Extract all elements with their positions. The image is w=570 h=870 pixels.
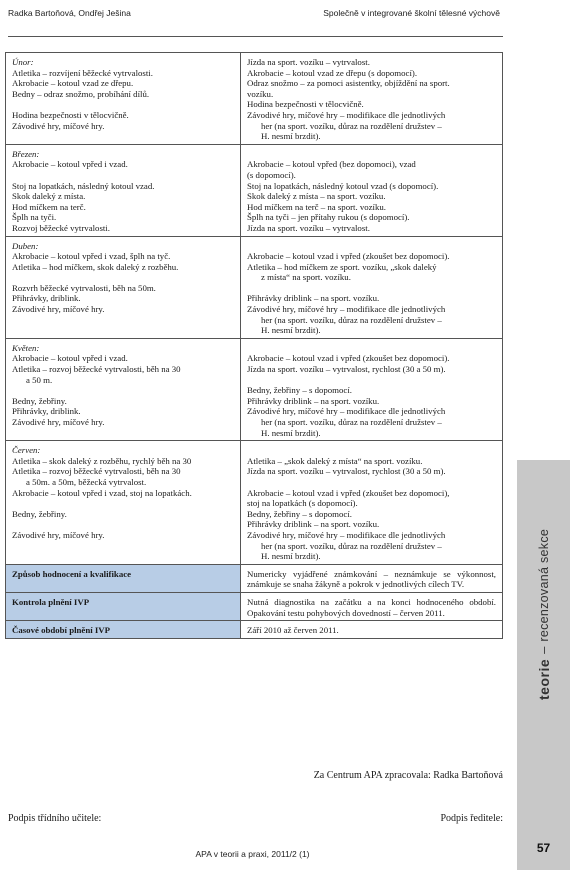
month-name: Únor: [12, 57, 34, 67]
header-rule [8, 36, 503, 37]
activity-line: Jízda na sport. vozíku – vytrvalost, rychlost (30 a 50 m). [247, 364, 446, 375]
summary-label: Časové období plnění IVP [6, 621, 241, 639]
sidebar-label [517, 460, 570, 870]
month-name: Duben: [12, 240, 39, 251]
activity-line: Odraz snožmo – za pomoci asistentky, objíždění na sport. [247, 78, 450, 89]
adapted-activities-cell [241, 144, 503, 236]
activity-line: her (na sport. vozíku, důraz na rozdělení družstev – [261, 540, 442, 551]
activity-line: (s dopomocí). [247, 169, 296, 180]
activity-line: Šplh na tyči. [12, 212, 57, 223]
activity-line: Skok daleký z místa – na sport. vozíku. [247, 191, 386, 202]
activity-line: Závodivé hry, míčové hry – modifikace dle jednotlivých [247, 304, 446, 315]
sidebar-rest: recenzovaná sekce [536, 528, 551, 642]
activity-line: Akrobacie – kotoul vpřed i vzad. [12, 353, 128, 364]
summary-row [6, 621, 503, 639]
summary-value: Září 2010 až červen 2011. [241, 621, 503, 639]
activity-line: z místa“ na sport. vozíku. [261, 272, 351, 283]
activity-line: Akrobacie – kotoul vzad i vpřed (zkoušet bez dopomoci). [247, 353, 450, 364]
activity-line: Bedny, žebřiny. [12, 508, 67, 519]
activity-line: Závodivé hry, míčové hry – modifikace dle jednotlivých [247, 406, 446, 417]
blank-line [12, 385, 234, 396]
activity-line: Atletika – „skok daleký z místa“ na sport. vozíku. [247, 455, 423, 466]
activity-line: Akrobacie – kotoul vzad i vpřed (zkoušet bez dopomoci). [247, 251, 450, 262]
activity-line: Bedny, žebřiny – s dopomocí. [247, 508, 352, 519]
month-row [6, 236, 503, 338]
month-row [6, 144, 503, 236]
activity-line: Šplh na tyči – jen přítahy rukou (s dopomocí). [247, 212, 410, 223]
month-row [6, 338, 503, 440]
signature-director: Podpis ředitele: [440, 813, 503, 824]
class-activities-cell [6, 338, 241, 440]
plan-table-body [6, 53, 503, 639]
activity-line: Akrobacie – kotoul vpřed i vzad. [12, 159, 128, 170]
activity-line: H. nesmí brzdit). [261, 551, 321, 562]
activity-line: Bedny, žebřiny. [12, 395, 67, 406]
blank-line [12, 170, 234, 181]
activity-line: Akrobacie – kotoul vpřed (bez dopomoci), vzad [247, 159, 416, 170]
activity-line: Závodivé hry, míčové hry – modifikace dle jednotlivých [247, 109, 446, 120]
adapted-activities-cell [241, 441, 503, 565]
header-journal-title: Společně v integrované školní tělesné výchově [323, 8, 500, 18]
class-activities-cell [6, 53, 241, 145]
summary-label: Způsob hodnocení a kvalifikace [6, 564, 241, 592]
activity-line: H. nesmí brzdit). [261, 325, 321, 336]
month-name: Květen: [12, 342, 40, 353]
activity-line: Závodivé hry, míčové hry. [12, 120, 105, 131]
activity-line: Akrobacie – kotoul vpřed i vzad, stoj na lopatkách. [12, 487, 192, 498]
activity-line: Akrobacie – kotoul vzad i vpřed (zkoušet bez dopomoci), [247, 487, 450, 498]
activity-line: her (na sport. vozíku, důraz na rozdělení družstev – [261, 120, 442, 131]
activity-line: H. nesmí brzdit). [261, 427, 321, 438]
summary-value: Nutná diagnostika na začátku a na konci hodnoceného období. Opakování testu pohybových dovedností – červen 2011. [241, 592, 503, 620]
activity-line: Atletika – hod míčkem, skok daleký z rozběhu. [12, 261, 179, 272]
activity-line: Přihrávky driblink – na sport. vozíku. [247, 293, 380, 304]
month-row [6, 53, 503, 145]
activity-line: Závodivé hry, míčové hry. [12, 417, 105, 427]
blank-line [247, 477, 496, 488]
summary-value: Numericky vyjádřené známkování – neznámkuje se výkonnost, známkuje se snaha žákyně a pokrok v jednotlivých cílech TV. [241, 564, 503, 592]
month-row [6, 441, 503, 565]
activity-line: Závodivé hry, míčové hry – modifikace dle jednotlivých [247, 529, 446, 540]
month-name: Červen: [12, 445, 41, 456]
blank-line [247, 283, 496, 294]
activity-line: Jízda na sport. vozíku – vytrvalost. [247, 57, 370, 67]
blank-line [247, 375, 496, 386]
summary-label: Kontrola plnění IVP [6, 592, 241, 620]
activity-line: Atletika – rozvoj běžecké vytrvalosti, běh na 30 [12, 364, 181, 375]
activity-line: Rozvoj běžecké vytrvalosti. [12, 222, 110, 233]
activity-line: Přihrávky, driblink. [12, 293, 81, 304]
activity-line: Skok daleký z místa. [12, 191, 86, 202]
class-activities-cell [6, 236, 241, 338]
activity-line: Hod míčkem na terč. [12, 201, 86, 212]
activity-line: Akrobacie – kotoul vpřed i vzad, šplh na tyč. [12, 251, 171, 262]
section-sidebar [517, 460, 570, 870]
activity-line: H. nesmí brzdit). [261, 131, 321, 142]
page-footer: APA v teorii a praxi, 2011/2 (1) [195, 849, 310, 859]
adapted-activities-cell [241, 53, 503, 145]
blank-line [247, 241, 496, 252]
plan-table [5, 52, 503, 639]
activity-line: Hodina bezpečnosti v tělocvičně. [12, 109, 129, 120]
activity-line: Jízda na sport. vozíku – vytrvalost. [247, 222, 370, 233]
activity-line: vozíku. [247, 88, 274, 99]
activity-line: Jízda na sport. vozíku – vytrvalost, rychlost (30 a 50 m). [247, 466, 446, 477]
activity-line: Hodina bezpečnosti v tělocvičně. [247, 99, 364, 110]
activity-line: Atletika – hod míčkem ze sport. vozíku, „skok daleký [247, 261, 437, 272]
activity-line: her (na sport. vozíku, důraz na rozdělení družstev – [261, 314, 442, 325]
blank-line [247, 149, 496, 160]
credit-line: Za Centrum APA zpracovala: Radka Bartoňová [313, 770, 503, 781]
activity-line: stoj na lopatkách (s dopomocí). [247, 498, 358, 509]
activity-line: Závodivé hry, míčové hry. [12, 304, 105, 315]
signature-teacher: Podpis třídního učitele: [8, 813, 102, 824]
sidebar-bold: teorie [535, 658, 552, 700]
blank-line [12, 519, 234, 530]
activity-line: Bedny, žebřiny – s dopomocí. [247, 385, 352, 396]
blank-line [247, 445, 496, 456]
activity-line: Přihrávky driblink – na sport. vozíku. [247, 519, 380, 530]
activity-line: Atletika – skok daleký z rozběhu, rychlý běh na 30 [12, 455, 192, 466]
header-authors: Radka Bartoňová, Ondřej Ješina [8, 8, 131, 18]
activity-line: Bedny – odraz snožmo, probíhání dílů. [12, 88, 150, 99]
activity-line: Akrobacie – kotoul vzad ze dřepu. [12, 78, 134, 89]
blank-line [12, 99, 234, 110]
activity-line: a 50m. a 50m, běžecká vytrvalost. [26, 476, 147, 487]
summary-row [6, 564, 503, 592]
activity-line: Závodivé hry, míčové hry. [12, 529, 105, 540]
activity-line: Hod míčkem na terč – na sport. vozíku. [247, 201, 387, 212]
activity-line: Přihrávky driblink – na sport. vozíku. [247, 395, 380, 406]
blank-line [12, 498, 234, 509]
adapted-activities-cell [241, 338, 503, 440]
blank-line [247, 343, 496, 354]
sidebar-dash: – [536, 646, 551, 654]
month-name: Březen: [12, 148, 40, 159]
activity-line: Stoj na lopatkách, následný kotoul vzad (s dopomocí). [247, 180, 439, 191]
activity-line: Stoj na lopatkách, následný kotoul vzad. [12, 180, 155, 191]
activity-line: Rozvrh běžecké vytrvalosti, běh na 50m. [12, 282, 156, 293]
activity-line: Atletika – rozvíjení běžecké vytrvalosti. [12, 67, 153, 78]
blank-line [12, 272, 234, 283]
activity-line: Akrobacie – kotoul vzad ze dřepu (s dopomocí). [247, 67, 418, 78]
page-number: 57 [536, 841, 551, 855]
class-activities-cell [6, 441, 241, 565]
activity-line: her (na sport. vozíku, důraz na rozdělení družstev – [261, 417, 442, 427]
activity-line: Atletika – rozvoj běžecké vytrvalosti, běh na 30 [12, 466, 181, 477]
summary-row [6, 592, 503, 620]
adapted-activities-cell [241, 236, 503, 338]
activity-line: Přihrávky, driblink. [12, 406, 81, 417]
activity-line: a 50 m. [26, 374, 53, 385]
class-activities-cell [6, 144, 241, 236]
